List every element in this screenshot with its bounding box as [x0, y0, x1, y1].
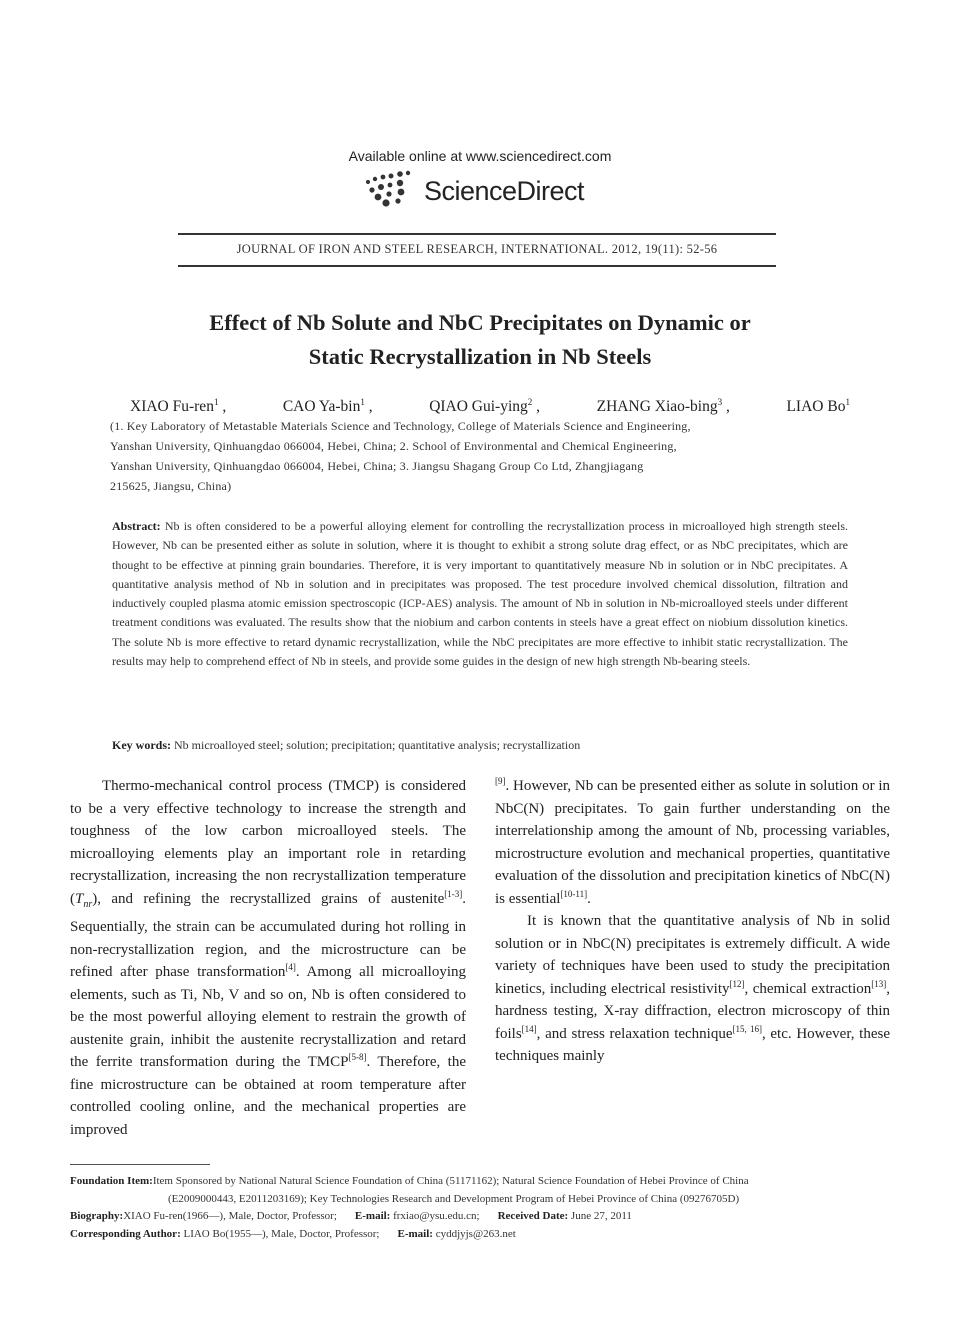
- body-column-right: [495, 775, 890, 1068]
- affiliation-line: 215625, Jiangsu, China): [110, 479, 232, 493]
- journal-citation: JOURNAL OF IRON AND STEEL RESEARCH, INTERNATIONAL. 2012, 19(11): 52-56: [236, 242, 718, 256]
- citation[interactable]: [5-8]: [348, 1052, 367, 1062]
- affiliation-line: (1. Key Laboratory of Metastable Materials Science and Technology, College of Materials Science and Engineering,: [110, 419, 691, 433]
- abstract-label: Abstract:: [112, 519, 161, 533]
- citation[interactable]: [14]: [521, 1023, 537, 1034]
- citation[interactable]: [13]: [871, 978, 887, 989]
- title-line-1: Effect of Nb Solute and NbC Precipitates on Dynamic or: [209, 310, 751, 335]
- biography: Biography:XIAO Fu-ren(1966—), Male, Doctor, Professor; E-mail: frxiao@ysu.edu.cn; Received Date: June 27, 2011: [70, 1210, 632, 1222]
- keywords-text: Nb microalloyed steel; solution; precipitation; quantitative analysis; recrystallization: [174, 738, 581, 752]
- citation[interactable]: [4]: [285, 962, 296, 972]
- available-online-text[interactable]: Available online at www.sciencedirect.com: [348, 148, 612, 164]
- sciencedirect-dots-icon: [360, 170, 422, 210]
- body-paragraph: Thermo-mechanical control process (TMCP) is considered to be a very effective technology to increase the strength and toughness of the low carbon microalloyed steels. The microalloying elements play an important role in retarding recrystallization, increasing the non recrystallization temperature $(T_{nr})$, and refining the recrystallized grains of austenite[1-3]. Sequentially, the strain can be accumulated during hot rolling in non-recrystallization region, and the microstructure can be refined after phase transformation[4]. Among all microalloying elements, such as Ti, Nb, V and so on, Nb is often considered to be the most powerful alloying element to restrain the growth of austenite grain, inhibit the austenite recrystallization and retard the ferrite transformation during the TMCP[5-8]. Therefore, the fine microstructure can be obtained at room temperature after controlled cooling online, and the mechanical properties are improved: [70, 778, 466, 1138]
- citation[interactable]: [15, 16]: [732, 1023, 762, 1034]
- citation[interactable]: [10-11]: [560, 888, 588, 899]
- author: QIAO Gui-ying$^2$ ,: [429, 397, 541, 416]
- body-paragraph: [9]. However, Nb can be presented either as solute in solution or in NbC(N) precipitates. To gain further understanding on the interrelationship among the amount of Nb, processing variables, microstructure evolution and mechanical properties, quantitative evaluation of the dissolution and precipitation kinetics of NbC(N) is essential[10-11].: [495, 776, 890, 907]
- author: LIAO Bo$^1$: [786, 397, 850, 416]
- abstract: [112, 517, 848, 671]
- journal-rule-bottom: [178, 265, 776, 267]
- author-list: [130, 397, 850, 416]
- foundation-item: Foundation Item:Item Sponsored by National Natural Science Foundation of China (51171162); Natural Science Foundation of Hebei Province of China: [70, 1175, 749, 1187]
- author: ZHANG Xiao-bing$^3$ ,: [596, 397, 730, 416]
- author: CAO Ya-bin$^1$ ,: [282, 397, 373, 416]
- citation[interactable]: [1-3]: [444, 888, 463, 899]
- title-line-2: Static Recrystallization in Nb Steels: [308, 344, 652, 369]
- foundation-item-cont: (E2009000443, E2011203169); Key Technologies Research and Development Program of Hebei Province of China (09276705D): [168, 1192, 740, 1205]
- citation[interactable]: [9]: [495, 776, 506, 786]
- footnotes: [70, 1173, 892, 1243]
- affiliation-line: Yanshan University, Qinhuangdao 066004, Hebei, China; 3. Jiangsu Shagang Group Co Ltd, Zhangjiagang: [110, 459, 644, 473]
- footnote-rule: [70, 1164, 210, 1165]
- citation[interactable]: [12]: [729, 978, 745, 989]
- email-link[interactable]: frxiao@ysu.edu.cn;: [393, 1210, 480, 1222]
- affiliations: [110, 416, 870, 496]
- corresponding-author: Corresponding Author: LIAO Bo(1955—), Male, Doctor, Professor; E-mail: cyddjyjs@263.net: [70, 1227, 516, 1240]
- journal-rule-top: [178, 233, 776, 235]
- email-link[interactable]: cyddjyjs@263.net: [435, 1227, 516, 1240]
- affiliation-line: Yanshan University, Qinhuangdao 066004, Hebei, China; 2. School of Environmental and Chemical Engineering,: [110, 439, 677, 453]
- author: XIAO Fu-ren$^1$ ,: [130, 397, 227, 416]
- body-paragraph: It is known that the quantitative analysis of Nb in solid solution or in NbC(N) precipitates is extremely difficult. A wide variety of techniques have been used to study the precipitation kinetics, including electrical resistivity[12], chemical extraction[13], hardness testing, X-ray diffraction, electron microscopy of thin foils[14], and stress relaxation technique[15, 16], etc. However, these techniques mainly: [495, 913, 891, 1064]
- paper-title: [0, 306, 960, 374]
- keywords-label: Key words:: [112, 738, 171, 752]
- sciencedirect-name: ScienceDirect: [424, 176, 585, 206]
- abstract-text: Nb is often considered to be a powerful alloying element for controlling the recrystallization process in microalloyed high strength steels. However, Nb can be presented either as solute in solution, where it is thought to exhibit a strong solute drag effect, or as NbC precipitates, which are thought to be effective at pinning grain boundaries. Therefore, it is very important to quantitatively measure Nb in solution or in NbC precipitates. A quantitative analysis method of Nb in solution and in precipitates was proposed. The test procedure involved chemical dissolution, filtration and inductively coupled plasma atomic emission spectroscopic (ICP-AES) analysis. The amount of Nb in solution in Nb-microalloyed steels under different treatment conditions was evaluated. The results show that the niobium and carbon contents in steels have a great effect on niobium dissolution kinetics. The solute Nb is more effective to retard dynamic recrystallization, while the NbC precipitates are more effective to inhibit static recrystallization. The results may help to comprehend effect of Nb in steels, and provide some guides in the design of new high strength Nb-bearing steels.: [112, 519, 849, 669]
- keywords: [112, 738, 848, 753]
- body-column-left: [70, 775, 466, 1141]
- sciencedirect-logo[interactable]: [360, 170, 610, 212]
